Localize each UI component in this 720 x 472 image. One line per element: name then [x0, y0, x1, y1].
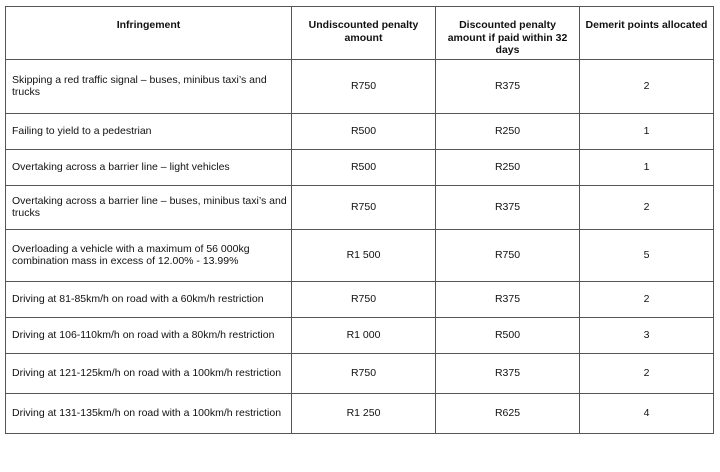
table-row	[6, 353, 714, 393]
points-cell: 3	[580, 317, 714, 353]
discounted-cell: R625	[436, 393, 580, 433]
undiscounted-cell: R1 500	[292, 229, 436, 281]
undiscounted-cell: R750	[292, 353, 436, 393]
table-row	[6, 113, 714, 149]
undiscounted-cell: R750	[292, 281, 436, 317]
discounted-cell: R250	[436, 149, 580, 185]
table-header	[6, 7, 714, 60]
infringement-cell: Driving at 81-85km/h on road with a 60km/h restriction	[6, 281, 292, 317]
points-cell: 2	[580, 59, 714, 113]
undiscounted-cell: R750	[292, 185, 436, 229]
header-discounted-penalty: Discounted penalty amount if paid within 32 days	[436, 7, 580, 60]
discounted-cell: R375	[436, 185, 580, 229]
points-cell: 1	[580, 113, 714, 149]
undiscounted-cell: R1 250	[292, 393, 436, 433]
header-row	[6, 7, 714, 60]
table-row	[6, 149, 714, 185]
discounted-cell: R375	[436, 353, 580, 393]
infringement-cell: Driving at 121-125km/h on road with a 100km/h restriction	[6, 353, 292, 393]
undiscounted-cell: R1 000	[292, 317, 436, 353]
discounted-cell: R375	[436, 281, 580, 317]
infringement-cell: Overloading a vehicle with a maximum of 56 000kg combination mass in excess of 12.00% - 13.99%	[6, 229, 292, 281]
infringement-cell: Skipping a red traffic signal – buses, minibus taxi’s and trucks	[6, 59, 292, 113]
table-row	[6, 59, 714, 113]
infringement-cell: Driving at 131-135km/h on road with a 100km/h restriction	[6, 393, 292, 433]
undiscounted-cell: R750	[292, 59, 436, 113]
undiscounted-cell: R500	[292, 149, 436, 185]
points-cell: 5	[580, 229, 714, 281]
points-cell: 2	[580, 185, 714, 229]
discounted-cell: R500	[436, 317, 580, 353]
table-row	[6, 317, 714, 353]
infringement-cell: Overtaking across a barrier line – buses, minibus taxi’s and trucks	[6, 185, 292, 229]
points-cell: 1	[580, 149, 714, 185]
discounted-cell: R750	[436, 229, 580, 281]
undiscounted-cell: R500	[292, 113, 436, 149]
header-infringement: Infringement	[6, 7, 292, 60]
table-row	[6, 185, 714, 229]
header-undiscounted-penalty: Undiscounted penalty amount	[292, 7, 436, 60]
infringement-cell: Failing to yield to a pedestrian	[6, 113, 292, 149]
discounted-cell: R250	[436, 113, 580, 149]
points-cell: 2	[580, 353, 714, 393]
header-demerit-points: Demerit points allocated	[580, 7, 714, 60]
points-cell: 2	[580, 281, 714, 317]
infringement-cell: Driving at 106-110km/h on road with a 80km/h restriction	[6, 317, 292, 353]
points-cell: 4	[580, 393, 714, 433]
table-row	[6, 393, 714, 433]
table-row	[6, 281, 714, 317]
table-row	[6, 229, 714, 281]
infringement-cell: Overtaking across a barrier line – light vehicles	[6, 149, 292, 185]
penalties-table	[5, 6, 714, 434]
table-body	[6, 59, 714, 433]
discounted-cell: R375	[436, 59, 580, 113]
